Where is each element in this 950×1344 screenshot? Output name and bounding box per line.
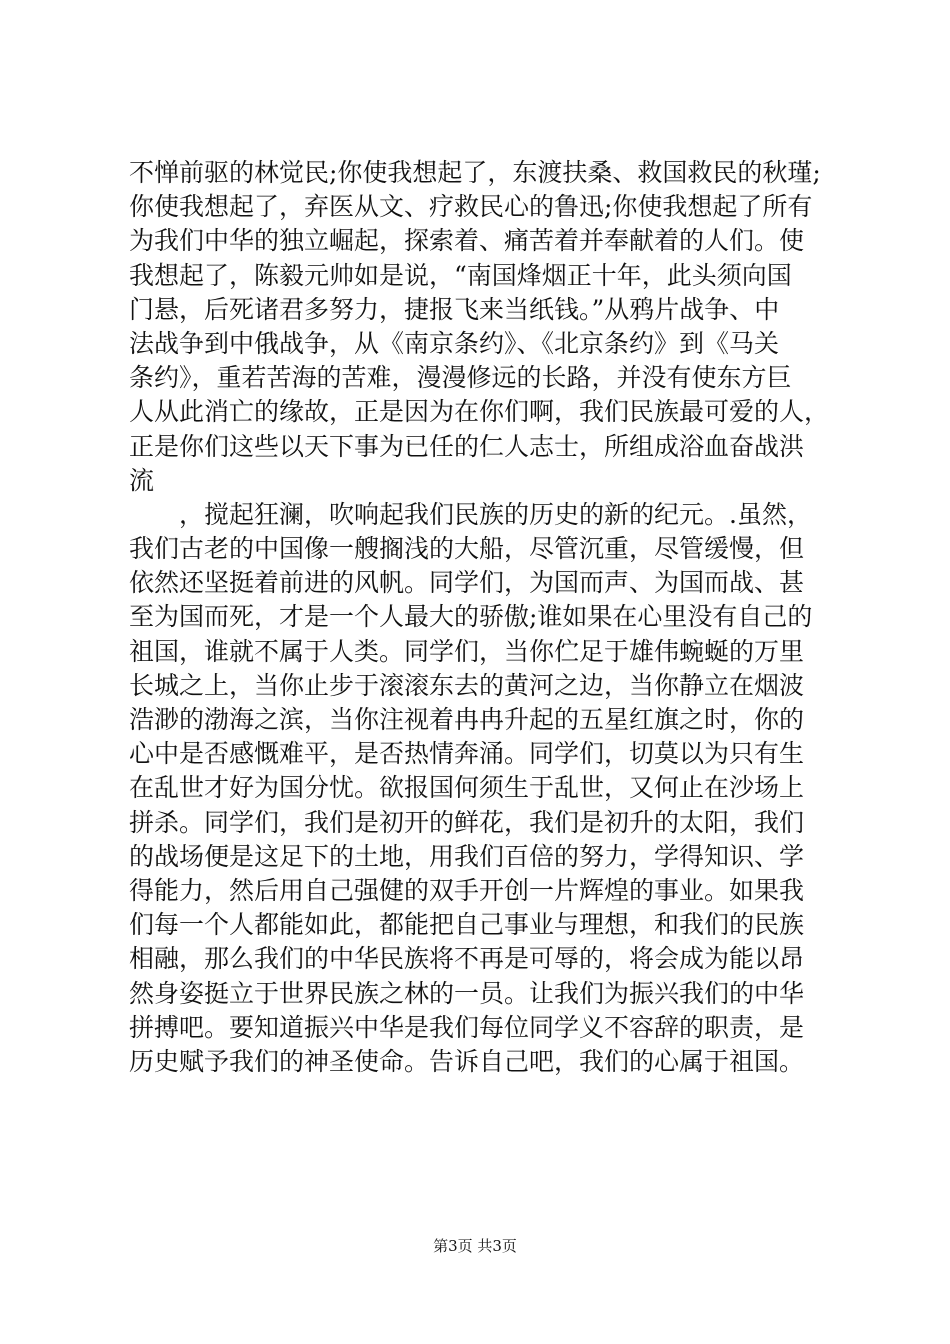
text-line: 们每一个人都能如此，都能把自己事业与理想，和我们的民族 <box>129 910 805 940</box>
body-text <box>129 156 831 1079</box>
text-line: 拼杀。同学们，我们是初开的鲜花，我们是初升的太阳，我们 <box>129 807 805 837</box>
page-number: 第3页 共3页 <box>433 1237 517 1255</box>
paragraph-2 <box>129 498 831 1079</box>
text-line: 为我们中华的独立崛起，探索着、痛苦着并奉献着的人们。使 <box>129 226 805 256</box>
text-line: 条约》，重若苦海的苦难，漫漫修远的长路，并没有使东方巨 <box>129 363 792 393</box>
text-line: 相融，那么我们的中华民族将不再是可辱的，将会成为能以昂 <box>129 944 805 974</box>
text-line: 正是你们这些以天下事为已任的仁人志士，所组成浴血奋战洪 <box>129 431 805 461</box>
text-line: 拼搏吧。要知道振兴中华是我们每位同学义不容辞的职责，是 <box>129 1012 805 1042</box>
text-line: 历史赋予我们的神圣使命。告诉自己吧，我们的心属于祖国。 <box>129 1046 805 1076</box>
text-line: 人从此消亡的缘故，正是因为在你们啊，我们民族最可爱的人， <box>129 397 830 427</box>
text-line: 然身姿挺立于世界民族之林的一员。让我们为振兴我们的中华 <box>129 978 805 1008</box>
text-line: 心中是否感慨难平，是否热情奔涌。同学们，切莫以为只有生 <box>129 739 805 769</box>
text-line: 不惮前驱的林觉民;你使我想起了，东渡扶桑、救国救民的秋瑾; <box>129 158 821 187</box>
text-line: 得能力，然后用自己强健的双手开创一片辉煌的事业。如果我 <box>129 875 805 905</box>
text-line: 至为国而死，才是一个人最大的骄傲;谁如果在心里没有自己的 <box>129 602 813 632</box>
text-line: 祖国，谁就不属于人类。同学们，当你伫足于雄伟蜿蜒的万里 <box>129 636 805 666</box>
text-line: 你使我想起了，弃医从文、疗救民心的鲁迅;你使我想起了所有 <box>129 192 813 222</box>
page-footer <box>0 1236 950 1256</box>
text-line: 在乱世才好为国分忧。欲报国何须生于乱世，又何止在沙场上 <box>129 773 805 803</box>
text-line: 法战争到中俄战争，从《南京条约》、《北京条约》到《马关 <box>129 328 780 358</box>
text-line: 我们古老的中国像一艘搁浅的大船，尽管沉重，尽管缓慢，但 <box>129 534 805 564</box>
paragraph-1 <box>129 156 831 498</box>
text-line: 浩渺的渤海之滨，当你注视着冉冉升起的五星红旗之时，你的 <box>129 705 805 734</box>
text-line: 我想起了，陈毅元帅如是说，“南国烽烟正十年，此头须向国 <box>129 260 792 290</box>
text-line: 的战场便是这足下的土地，用我们百倍的努力，学得知识、学 <box>129 841 805 871</box>
text-line: 门悬，后死诸君多努力，捷报飞来当纸钱。”从鸦片战争、中 <box>129 294 780 324</box>
text-line: ，搅起狂澜，吹响起我们民族的历史的新的纪元。.虽然， <box>179 499 812 529</box>
text-line: 依然还坚挺着前进的风帆。同学们，为国而声、为国而战、甚 <box>129 568 805 598</box>
text-line: 流 <box>129 465 155 495</box>
text-line: 长城之上，当你止步于滚滚东去的黄河之边，当你静立在烟波 <box>129 670 805 700</box>
